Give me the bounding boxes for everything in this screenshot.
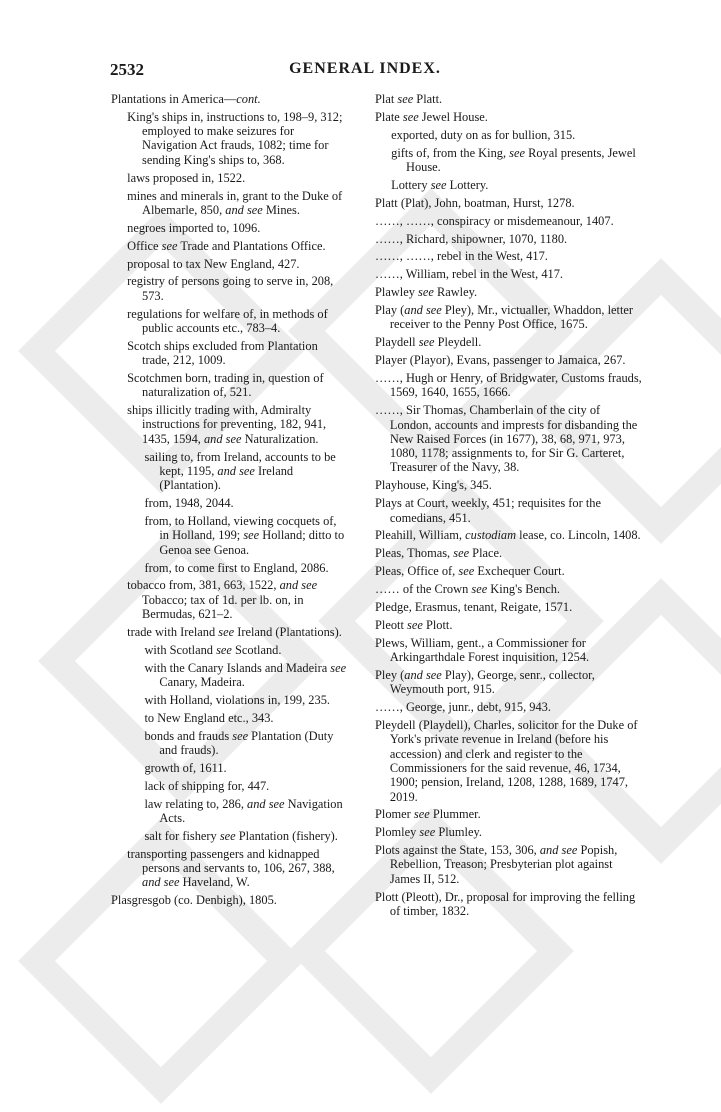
index-column-left — [111, 92, 348, 911]
index-entry: Player (Playor), Evans, passenger to Jamaica, 267. — [375, 353, 626, 368]
index-entry: Play (and see Pley), Mr., victualler, Whaddon, letter receiver to the Penny Post Office, 1675. — [375, 303, 634, 332]
index-entry: …… of the Crown see King's Bench. — [375, 582, 560, 597]
index-entry: Plawley see Rawley. — [375, 285, 478, 300]
index-entry: transporting passengers and kidnapped persons and servants to, 106, 267, 388, and see Haveland, W. — [127, 846, 335, 890]
index-entry: lack of shipping for, 447. — [144, 778, 270, 793]
index-entry: Scotch ships excluded from Plantation trade, 212, 1009. — [127, 338, 318, 368]
index-entry: Plate see Jewel House. — [375, 109, 488, 124]
index-entry: Plays at Court, weekly, 451; requisites for the comedians, 451. — [375, 496, 601, 525]
index-entry: Plomer see Plummer. — [375, 807, 481, 822]
index-entry: ……, ……, conspiracy or misdemeanour, 1407. — [375, 213, 614, 228]
index-entry: Platt (Plat), John, boatman, Hurst, 1278. — [375, 195, 575, 210]
index-entry: Pleas, Office of, see Exchequer Court. — [375, 564, 565, 579]
index-entry: salt for fishery see Plantation (fishery). — [144, 828, 338, 843]
index-entry: bonds and frauds see Plantation (Duty and frauds). — [144, 728, 334, 757]
index-entry: Scotchmen born, trading in, question of naturalization of, 521. — [127, 370, 324, 400]
index-entry: to New England etc., 343. — [144, 710, 274, 725]
index-entry: Lottery see Lottery. — [391, 177, 489, 192]
index-entry: registry of persons going to serve in, 208, 573. — [127, 274, 334, 303]
index-entry: Playhouse, King's, 345. — [375, 478, 492, 493]
page-header — [110, 60, 620, 84]
index-entry: Playdell see Pleydell. — [375, 335, 482, 350]
index-entry: ……, ……, rebel in the West, 417. — [375, 249, 548, 264]
index-entry: Plomley see Plumley. — [375, 825, 482, 840]
index-entry: gifts of, from the King, see Royal presents, Jewel House. — [391, 145, 636, 174]
index-entry: from, 1948, 2044. — [144, 496, 234, 511]
index-entry: Pley (and see Play), George, senr., collector, Weymouth port, 915. — [375, 667, 595, 697]
index-entry: sailing to, from Ireland, accounts to be kept, 1195, and see Ireland (Plantation). — [144, 449, 336, 493]
index-entry: laws proposed in, 1522. — [127, 170, 246, 185]
index-entry: ships illicitly trading with, Admiralty instructions for preventing, 182, 941, 1435, 1594, and see Naturalization. — [127, 403, 327, 446]
index-entry: Pledge, Erasmus, tenant, Reigate, 1571. — [375, 599, 573, 614]
index-entry: proposal to tax New England, 427. — [127, 256, 300, 271]
index-entry: with Scotland see Scotland. — [144, 642, 282, 657]
index-entry: with the Canary Islands and Madeira see Canary, Madeira. — [144, 660, 347, 689]
index-entry: ……, Sir Thomas, Chamberlain of the city of London, accounts and imprests for disbanding the New Raised Forces (in 1677), 38, 68, 971, 973, 1080, 1178; assignments to, for Sir G. Carteret, Treasurer of the Navy, 38. — [375, 403, 638, 475]
index-entry: Pleydell (Playdell), Charles, solicitor for the Duke of York's private revenue in Ireland (before his accession) and clerk and register to the Commissioners for the said revenue, 46, 1734, 1900; pension, Ireland, 1208, 1288, 1689, 1747, 2019. — [375, 718, 638, 804]
index-entry: with Holland, violations in, 199, 235. — [144, 692, 330, 707]
index-entry: Plott (Pleott), Dr., proposal for improving the felling of timber, 1832. — [375, 889, 636, 918]
index-entry: trade with Ireland see Ireland (Plantations). — [127, 624, 342, 639]
index-entry: Plasgresgob (co. Denbigh), 1805. — [111, 893, 277, 908]
index-entry: Plantations in America—cont. — [111, 92, 261, 106]
index-entry: ……, George, junr., debt, 915, 943. — [375, 700, 551, 715]
index-entry: Pleahill, William, custodiam lease, co. Lincoln, 1408. — [375, 528, 641, 543]
index-entry: Plews, William, gent., a Commissioner for Arkingarthdale Forest inquisition, 1254. — [375, 635, 590, 665]
index-entry: ……, William, rebel in the West, 417. — [375, 267, 564, 282]
index-entry: Pleott see Plott. — [375, 617, 453, 632]
index-entry: growth of, 1611. — [144, 760, 227, 775]
index-column-right — [375, 92, 643, 922]
index-entry: from, to Holland, viewing cocquets of, in Holland, 199; see Holland; ditto to Genoa see Genoa. — [144, 514, 345, 557]
index-entry: tobacco from, 381, 663, 1522, and see Tobacco; tax of 1d. per lb. on, in Bermudas, 621–2. — [127, 578, 318, 621]
index-entry: mines and minerals in, grant to the Duke of Albemarle, 850, and see Mines. — [127, 188, 343, 217]
index-entry: Plat see Platt. — [375, 92, 443, 106]
index-entry: ……, Richard, shipowner, 1070, 1180. — [375, 231, 568, 246]
index-entry: Plots against the State, 153, 306, and see Popish, Rebellion, Treason; Presbyterian plot against James II, 512. — [375, 843, 618, 886]
index-entry: King's ships in, instructions to, 198–9, 312; employed to make seizures for Navigation Act frauds, 1082; time for sending King's ships to, 368. — [127, 109, 343, 167]
running-title: GENERAL INDEX. — [289, 60, 441, 77]
index-entry: from, to come first to England, 2086. — [144, 560, 329, 575]
index-entry: ……, Hugh or Henry, of Bridgwater, Customs frauds, 1569, 1640, 1655, 1666. — [375, 371, 642, 400]
index-entry: exported, duty on as for bullion, 315. — [391, 127, 576, 142]
page-number: 2532 — [110, 60, 144, 79]
index-entry: Office see Trade and Plantations Office. — [127, 238, 326, 253]
index-entry: law relating to, 286, and see Navigation Acts. — [144, 796, 343, 825]
index-entry: regulations for welfare of, in methods of public accounts etc., 783–4. — [127, 306, 328, 335]
index-entry: Pleas, Thomas, see Place. — [375, 546, 503, 561]
index-entry: negroes imported to, 1096. — [127, 220, 261, 235]
